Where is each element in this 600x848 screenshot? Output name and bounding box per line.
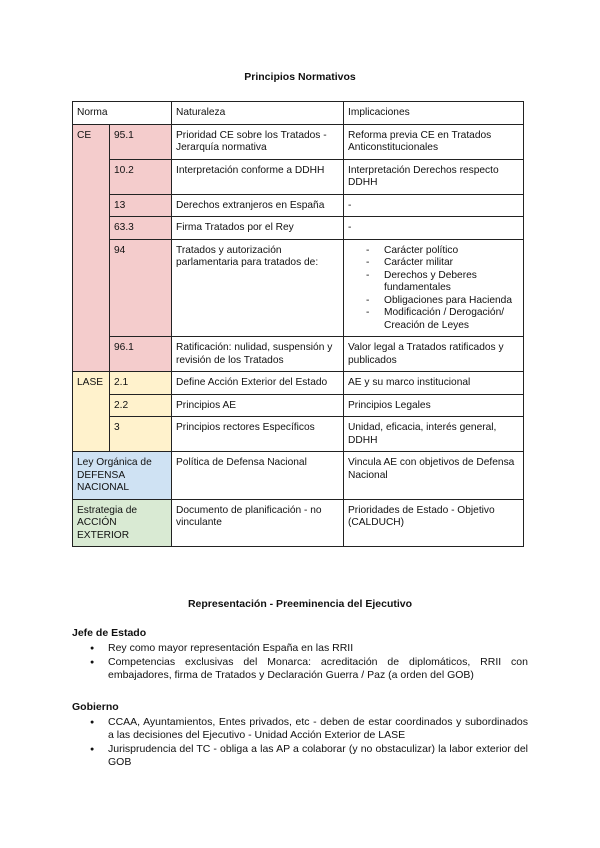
table-row	[73, 159, 524, 194]
implicaciones-cell: Interpretación Derechos respecto DDHH	[344, 159, 524, 194]
naturaleza-cell: Tratados y autorización parlamentaria para tratados de:	[172, 239, 344, 337]
naturaleza-cell: Ratificación: nulidad, suspensión y revisión de los Tratados	[172, 337, 344, 372]
bullet-list	[72, 716, 528, 769]
table-row	[73, 194, 524, 217]
page-title: Principios Normativos	[244, 71, 356, 83]
article-cell: 2.2	[110, 394, 172, 417]
list-item: - Obligaciones para Hacienda	[348, 295, 519, 308]
naturaleza-cell: Documento de planificación - no vinculante	[172, 499, 344, 547]
table-row	[73, 124, 524, 159]
naturaleza-cell: Interpretación conforme a DDHH	[172, 159, 344, 194]
implicaciones-cell: Vincula AE con objetivos de Defensa Nacional	[344, 452, 524, 500]
header-implicaciones: Implicaciones	[344, 102, 524, 125]
implicaciones-cell: Reforma previa CE en Tratados Anticonstitucionales	[344, 124, 524, 159]
jefe-estado-section	[72, 627, 528, 683]
implicaciones-cell: Valor legal a Tratados ratificados y publicados	[344, 337, 524, 372]
implicaciones-cell: Principios Legales	[344, 394, 524, 417]
table-row	[73, 417, 524, 452]
implicaciones-cell: Prioridades de Estado - Objetivo (CALDUCH)	[344, 499, 524, 547]
article-cell: 94	[110, 239, 172, 337]
list-item: - Carácter militar	[348, 257, 519, 270]
section-heading: Gobierno	[72, 701, 119, 713]
section-title: Representación - Preeminencia del Ejecutivo	[187, 598, 413, 610]
list-item: ● Jurisprudencia del TC - obliga a las AP a colaborar (y no obstaculizar) la labor exterior del GOB	[72, 743, 528, 769]
table-row	[73, 499, 524, 547]
article-cell: 3	[110, 417, 172, 452]
list-item: ● CCAA, Ayuntamientos, Entes privados, etc - deben de estar coordinados y subordinados a las decisiones del Ejecutivo - Unidad Acción Exterior de LASE	[72, 716, 528, 742]
implicaciones-cell: -	[344, 194, 524, 217]
article-cell: 13	[110, 194, 172, 217]
naturaleza-cell: Firma Tratados por el Rey	[172, 217, 344, 240]
table-row	[73, 394, 524, 417]
table-row	[73, 217, 524, 240]
list-item: - Carácter político	[348, 245, 519, 258]
naturaleza-cell: Prioridad CE sobre los Tratados - Jerarquía normativa	[172, 124, 344, 159]
implicaciones-cell: -	[344, 217, 524, 240]
article-cell: 96.1	[110, 337, 172, 372]
implicaciones-cell	[344, 239, 524, 337]
naturaleza-cell: Derechos extranjeros en España	[172, 194, 344, 217]
table-row	[73, 372, 524, 395]
naturaleza-cell: Define Acción Exterior del Estado	[172, 372, 344, 395]
normativa-table	[72, 101, 524, 547]
gobierno-section	[72, 701, 528, 770]
implicaciones-list	[348, 245, 519, 333]
implicaciones-cell: Unidad, eficacia, interés general, DDHH	[344, 417, 524, 452]
group-ce: CE	[73, 124, 110, 372]
list-item: - Derechos y Deberes fundamentales	[348, 270, 519, 295]
group-estrategia: Estrategia de ACCIÓN EXTERIOR	[73, 499, 172, 547]
table-header-row	[73, 102, 524, 125]
article-cell: 2.1	[110, 372, 172, 395]
group-lase: LASE	[73, 372, 110, 452]
implicaciones-cell: AE y su marco institucional	[344, 372, 524, 395]
group-ley-organica: Ley Orgánica de DEFENSA NACIONAL	[73, 452, 172, 500]
naturaleza-cell: Principios rectores Específicos	[172, 417, 344, 452]
naturaleza-cell: Política de Defensa Nacional	[172, 452, 344, 500]
header-naturaleza: Naturaleza	[172, 102, 344, 125]
list-item: ● Competencias exclusivas del Monarca: acreditación de diplomáticos, RRII con embajadores, firma de Tratados y Declaración Guerra / Paz (a orden del GOB)	[72, 656, 528, 682]
bullet-list	[72, 642, 528, 682]
table-row	[73, 452, 524, 500]
section-heading: Jefe de Estado	[72, 627, 147, 639]
table-row	[73, 337, 524, 372]
list-item: - Modificación / Derogación/ Creación de Leyes	[348, 307, 519, 332]
header-norma: Norma	[73, 102, 172, 125]
article-cell: 10.2	[110, 159, 172, 194]
list-item: ● Rey como mayor representación España en las RRII	[72, 642, 528, 655]
naturaleza-cell: Principios AE	[172, 394, 344, 417]
table-row	[73, 239, 524, 337]
article-cell: 63.3	[110, 217, 172, 240]
article-cell: 95.1	[110, 124, 172, 159]
